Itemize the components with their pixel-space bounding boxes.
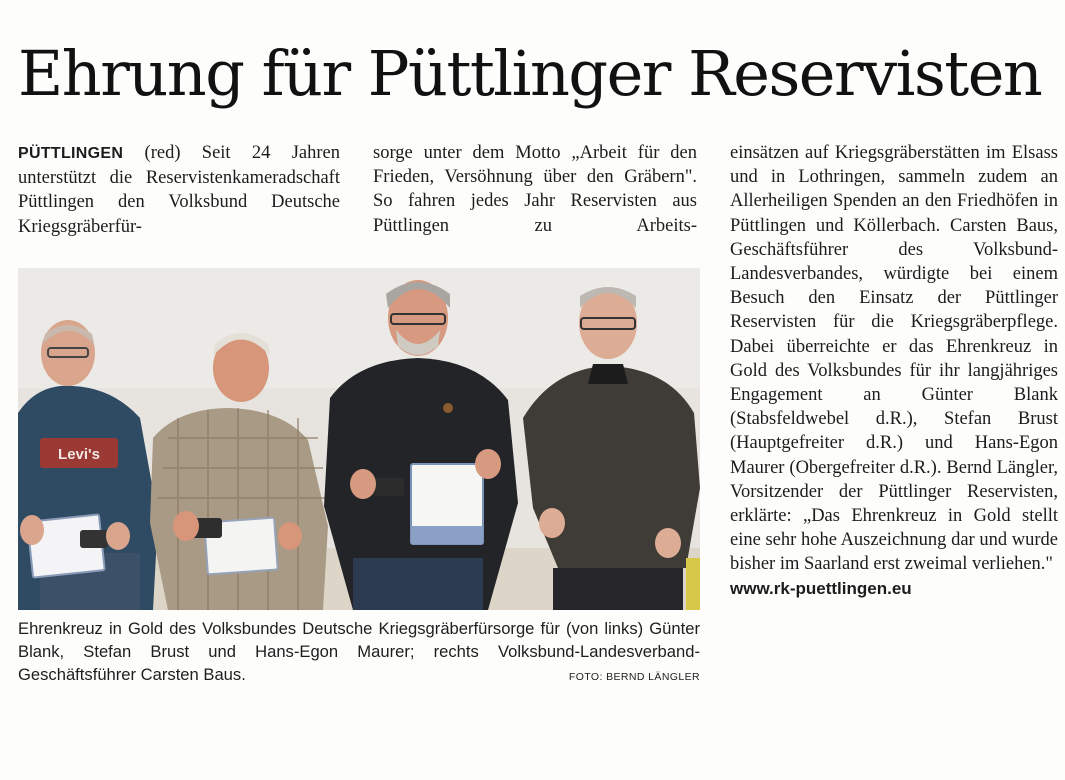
article-text-1: (red) Seit 24 Jahren unterstützt die Reservistenkameradschaft Püttlingen den Volksbund Deutsche Kriegsgräberfür- [18, 143, 340, 237]
photo-caption: Ehrenkreuz in Gold des Volksbundes Deutsche Kriegsgräberfürsorge für (von links) Günter Blank, Stefan Brust und Hans-Egon Maurer; rechts Volksbund-Landesverband-Geschäftsführer Carsten Baus. [18, 619, 700, 684]
article-text-3: einsätzen auf Kriegsgräberstätten im Elsass und in Lothringen, sammeln zudem an Allerheiligen Spenden an den Friedhöfen in Püttlingen und Köllerbach. Carsten Baus, Geschäftsführer des Volksbund-Landesverbandes, würdigte bei einem Besuch den Einsatz der Püttlinger Reservisten für die Kriegsgräberpflege. Dabei überreichte er das Ehrenkreuz in Gold des Volksbundes für ihr langjähriges Engagement an Günter Blank (Stabsfeldwebel d.R.), Stefan Brust (Hauptgefreiter d.R.) und Hans-Egon Maurer (Obergefreiter d.R.). Bernd Längler, Vorsitzender der Püttlinger Reservisten, erklärte: „Das Ehrenkreuz in Gold stellt eine sehr hohe Auszeichnung dar und wurde bisher im Saarland erst zweimal verliehen." [730, 143, 1058, 575]
svg-text:Levi's: Levi's [58, 446, 100, 463]
article-text-2: sorge unter dem Motto „Arbeit für den Frieden, Versöhnung über den Gräbern". So fahren jedes Jahr Reservisten aus Püttlingen zu Arbeits- [373, 143, 697, 236]
photo-illustration [18, 268, 700, 610]
news-photo [18, 268, 700, 610]
article-column-1 [18, 141, 340, 239]
photo-credit: FOTO: BERND LÄNGLER [568, 671, 700, 683]
article-column-3 [730, 141, 1058, 601]
dateline: PÜTTLINGEN [18, 145, 124, 162]
website-link[interactable]: www.rk-puettlingen.eu [730, 578, 912, 598]
article-column-2 [373, 141, 697, 238]
headline: Ehrung für Püttlinger Reservisten [18, 37, 1042, 110]
